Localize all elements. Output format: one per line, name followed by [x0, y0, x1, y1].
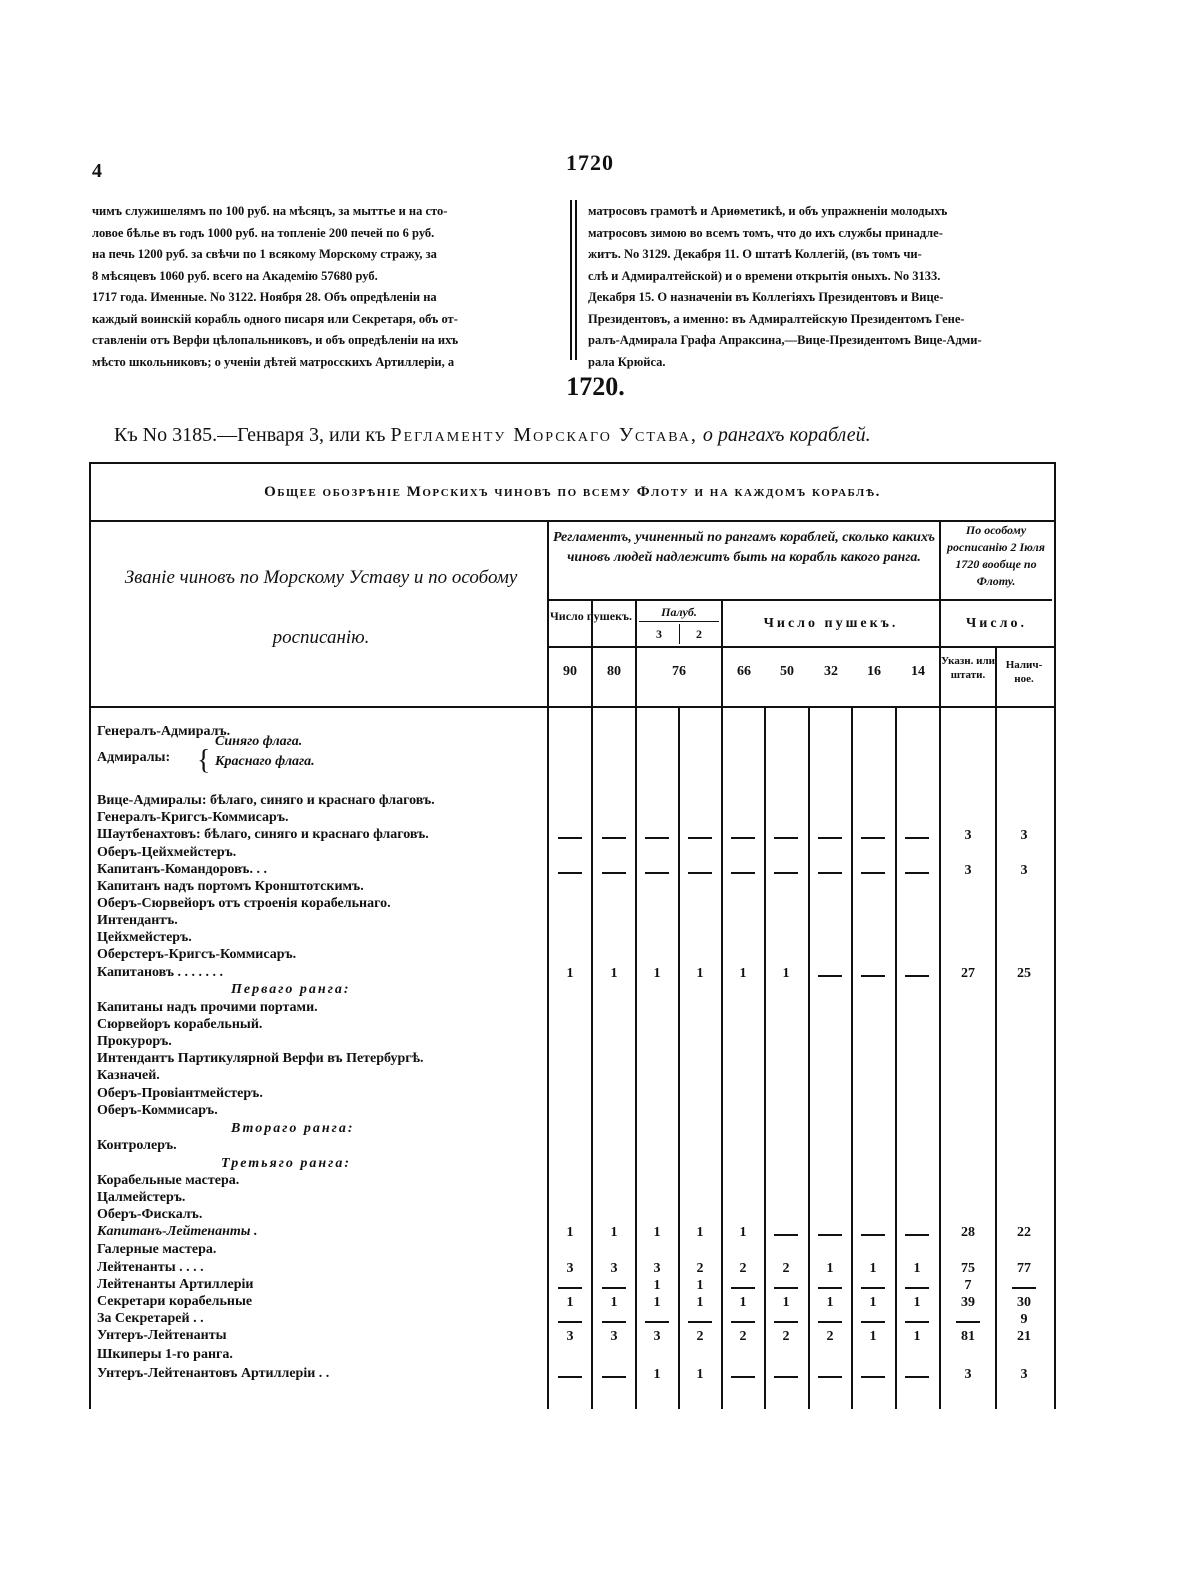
empty-cell-dash [861, 975, 885, 977]
empty-cell-dash [602, 1376, 626, 1378]
table-cell: 1 [610, 966, 618, 981]
brace-icon: { [197, 745, 211, 776]
rank-row-label: Капитанъ-Командоровъ. . . [97, 862, 267, 877]
rule-line [91, 706, 1054, 708]
table-cell: 1 [653, 1278, 661, 1293]
table-cell: 1 [696, 966, 704, 981]
empty-cell-dash [774, 1376, 798, 1378]
left-text-column [92, 201, 562, 373]
text-line: ставленіи отъ Верфи цѣлопальниковъ, и объ опредѣленіи на ихъ [92, 333, 459, 347]
rank-row-label: Корабельные мастера. [97, 1173, 240, 1188]
table-cell: 1 [869, 1261, 877, 1276]
table-cell: 1 [610, 1295, 618, 1310]
table-cell: 1 [696, 1278, 704, 1293]
empty-cell-dash [818, 1321, 842, 1323]
table-cell: 1 [566, 966, 574, 981]
table-cell: 1 [653, 1295, 661, 1310]
empty-cell-dash [905, 1321, 929, 1323]
table-caption [114, 424, 871, 447]
empty-cell-dash [1012, 1287, 1036, 1289]
text-line: каждый воинскій корабль одного писаря или Секретаря, объ от- [92, 311, 458, 326]
table-cell: 1 [696, 1295, 704, 1310]
table-cell: 2 [782, 1261, 790, 1276]
table-cell: 1 [913, 1295, 921, 1310]
empty-cell-dash [688, 1321, 712, 1323]
table-cell: 7 [964, 1278, 972, 1293]
rank-row-label: Оберъ-Фискалъ. [97, 1207, 203, 1222]
empty-cell-dash [602, 1321, 626, 1323]
rule-line [639, 621, 719, 622]
rank-row-label: Генералъ-Адмиралъ. [97, 724, 231, 739]
text-line: на печь 1200 руб. за свѣчи по 1 всякому Морскому стражу, за [92, 247, 437, 261]
table-cell: 3 [964, 828, 972, 843]
table-cell: 25 [1017, 966, 1031, 981]
count-label: Число. [966, 616, 1027, 631]
table-cell: 2 [826, 1329, 834, 1344]
gun-count-header: 14 [911, 664, 925, 679]
empty-cell-dash [645, 1321, 669, 1323]
table-cell: 3 [610, 1261, 618, 1276]
text-line: рала Крюйса. [588, 354, 666, 369]
rank-row-label: Капитанъ-Лейтенанты . [97, 1224, 258, 1239]
table-cell: 22 [1017, 1225, 1031, 1240]
text-line: житъ. No 3129. Декабря 11. О штатѣ Коллегій, (въ томъ чи- [588, 247, 922, 261]
gun-count-header: 90 [563, 664, 577, 679]
special-list-header: По особому росписанію 2 Іюля 1720 вообще по Флоту. [947, 523, 1045, 588]
empty-cell-dash [905, 975, 929, 977]
table-cell: 3 [653, 1261, 661, 1276]
text-line: чимъ служишелямъ по 100 руб. на мѣсяцъ, за мыттье и на сто- [92, 204, 448, 218]
text-line: матросовъ зимою во всемъ томъ, что до ихъ службы принадле- [588, 225, 943, 240]
empty-cell-dash [602, 837, 626, 839]
running-header-year: 1720 [566, 150, 614, 175]
table-cell: 2 [696, 1329, 704, 1344]
rule-line [721, 706, 723, 1409]
table-cell: 2 [739, 1329, 747, 1344]
empty-cell-dash [558, 872, 582, 874]
table-cell: 1 [653, 966, 661, 981]
rule-line [635, 599, 637, 707]
guns-label: Число пушекъ. [549, 609, 633, 623]
table-cell: 1 [782, 966, 790, 981]
table-cell: 30 [1017, 1295, 1031, 1310]
rank-row-label: Оберъ-Коммисаръ. [97, 1103, 218, 1118]
empty-cell-dash [905, 1234, 929, 1236]
table-cell: 1 [566, 1225, 574, 1240]
rule-line [995, 706, 997, 1409]
table-cell: 3 [1020, 863, 1028, 878]
right-text-column [588, 201, 1060, 373]
empty-cell-dash [861, 1287, 885, 1289]
empty-cell-dash [818, 1234, 842, 1236]
table-cell: 28 [961, 1225, 975, 1240]
rank-row-label: Лейтенанты Артиллеріи [97, 1277, 254, 1292]
table-cell: 2 [696, 1261, 704, 1276]
empty-cell-dash [688, 837, 712, 839]
empty-cell-dash [602, 872, 626, 874]
text-line: 8 мѣсяцевъ 1060 руб. всего на Академію 57680 руб. [92, 268, 378, 283]
empty-cell-dash [731, 1376, 755, 1378]
rank-row-label: Сюрвейоръ корабельный. [97, 1017, 263, 1032]
column-divider [570, 200, 572, 360]
empty-cell-dash [731, 1287, 755, 1289]
rule-line [591, 706, 593, 1409]
table-title: Общее обозрѣніе Морскихъ чиновъ по всему Флоту и на каждомъ кораблѣ. [91, 464, 1054, 522]
section-year: 1720. [566, 372, 625, 401]
table-cell: 3 [610, 1329, 618, 1344]
rank-row-label: Унтеръ-Лейтенантовъ Артиллеріи . . [97, 1366, 330, 1381]
empty-cell-dash [774, 1287, 798, 1289]
empty-cell-dash [905, 1376, 929, 1378]
rank-row-label: Секретари корабельные [97, 1294, 253, 1309]
empty-cell-dash [818, 872, 842, 874]
rule-line [808, 706, 810, 1409]
empty-cell-dash [818, 1376, 842, 1378]
table-cell: 2 [739, 1261, 747, 1276]
table-cell: 39 [961, 1295, 975, 1310]
guns-label-2: Число пушекъ. [763, 616, 899, 631]
text-line: Декабря 15. О назначеніи въ Коллегіяхъ Президентовъ и Вице- [588, 290, 944, 304]
text-line: ралъ-Адмирала Графа Апраксина,—Вице-Президентомъ Вице-Адми- [588, 333, 982, 347]
rank-row-label: Оберъ-Сюрвейоръ отъ строенія корабельнаго. [97, 896, 391, 911]
table-cell: 1 [869, 1329, 877, 1344]
table-cell: 1 [610, 1225, 618, 1240]
ranks-table [89, 462, 1056, 1409]
gun-count-header: 32 [824, 664, 838, 679]
rule-line [547, 599, 939, 601]
rank-row-label: Синяго флага. [215, 734, 303, 749]
table-cell: 1 [653, 1225, 661, 1240]
gun-count-header: 76 [672, 664, 686, 679]
empty-cell-dash [602, 1287, 626, 1289]
table-cell: 3 [1020, 828, 1028, 843]
empty-cell-dash [861, 1321, 885, 1323]
text-line: матросовъ грамотѣ и Ариѳметикѣ, и объ упражненіи молодыхъ [588, 204, 948, 218]
rank-row-label: Галерные мастера. [97, 1242, 217, 1257]
rank-row-label: Капитановъ . . . . . . . [97, 965, 224, 980]
rank-row-label: Цейхмейстеръ. [97, 930, 192, 945]
empty-cell-dash [645, 837, 669, 839]
gun-count-header: 50 [780, 664, 794, 679]
table-cell: 3 [566, 1329, 574, 1344]
empty-cell-dash [558, 1321, 582, 1323]
count-header-statutory: Указн. или штати. [941, 655, 995, 681]
deck-value: 2 [696, 627, 702, 641]
text-line: 1717 года. Именные. No 3122. Ноября 28. Объ опредѣленіи на [92, 290, 437, 304]
gun-count-header: 16 [867, 664, 881, 679]
table-cell: 77 [1017, 1261, 1031, 1276]
empty-cell-dash [905, 872, 929, 874]
table-cell: 1 [739, 966, 747, 981]
rank-row-label: Интендантъ. [97, 913, 178, 928]
empty-cell-dash [905, 1287, 929, 1289]
rule-line [547, 520, 549, 1409]
empty-cell-dash [861, 1376, 885, 1378]
rule-line [547, 646, 1054, 648]
empty-cell-dash [558, 1376, 582, 1378]
table-cell: 3 [566, 1261, 574, 1276]
rank-row-label: Шаутбенахтовъ: бѣлаго, синяго и краснаго флаговъ. [97, 827, 429, 842]
rule-line [678, 706, 680, 1409]
rank-row-label: Оберстеръ-Кригсъ-Коммисаръ. [97, 947, 297, 962]
rank-row-label: Унтеръ-Лейтенанты [97, 1328, 227, 1343]
rank-row-label: Прокуроръ. [97, 1034, 172, 1049]
rule-line [939, 599, 1052, 601]
rank-row-label: Капитаны надъ прочими портами. [97, 1000, 318, 1015]
table-cell: 1 [566, 1295, 574, 1310]
rule-line [851, 706, 853, 1409]
rule-line [635, 706, 637, 1409]
table-cell: 1 [913, 1329, 921, 1344]
rank-row-label: Вице-Адмиралы: бѣлаго, синяго и краснаго флаговъ. [97, 793, 435, 808]
rank-row-label: Лейтенанты . . . . [97, 1260, 204, 1275]
count-header-actual: Налич-ное. [1005, 659, 1043, 685]
rank-subheading: Перваго ранга: [231, 982, 351, 997]
empty-cell-dash [688, 872, 712, 874]
empty-cell-dash [645, 872, 669, 874]
empty-cell-dash [956, 1321, 980, 1323]
rank-row-label: Цалмейстеръ. [97, 1190, 186, 1205]
rank-row-label: Контролеръ. [97, 1138, 177, 1153]
table-cell: 27 [961, 966, 975, 981]
rank-subheading: Третьяго ранга: [221, 1156, 352, 1171]
table-cell: 1 [739, 1295, 747, 1310]
rank-row-label: Капитанъ надъ портомъ Кронштотскимъ. [97, 879, 364, 894]
deck-value: 3 [656, 627, 662, 641]
empty-cell-dash [774, 872, 798, 874]
empty-cell-dash [861, 1234, 885, 1236]
table-cell: 1 [826, 1295, 834, 1310]
gun-count-header: 66 [737, 664, 751, 679]
caption-prefix: Къ No 3185.—Генваря 3, или къ [114, 424, 391, 446]
table-cell: 1 [782, 1295, 790, 1310]
text-line: мѣсто школьниковъ; о ученіи дѣтей матросскихъ Артиллеріи, а [92, 354, 455, 369]
rank-row-label: Казначей. [97, 1068, 160, 1083]
empty-cell-dash [558, 1287, 582, 1289]
column-divider [575, 200, 577, 360]
table-cell: 9 [1020, 1312, 1028, 1327]
table-cell: 3 [653, 1329, 661, 1344]
table-cell: 3 [964, 1367, 972, 1382]
empty-cell-dash [818, 837, 842, 839]
empty-cell-dash [731, 872, 755, 874]
rank-row-label: Оберъ-Цейхмейстеръ. [97, 845, 237, 860]
empty-cell-dash [731, 837, 755, 839]
rule-line [764, 706, 766, 1409]
rank-row-label: Интендантъ Партикулярной Верфи въ Петербургѣ. [97, 1051, 424, 1066]
rank-subheading: Втораго ранга: [231, 1121, 355, 1136]
table-cell: 1 [696, 1225, 704, 1240]
caption-title: Регламенту Морскаго Устава, [390, 424, 698, 446]
rank-row-label: Оберъ-Провіантмейстеръ. [97, 1086, 263, 1101]
table-cell: 1 [653, 1367, 661, 1382]
page-number: 4 [92, 160, 102, 182]
table-cell: 75 [961, 1261, 975, 1276]
rank-row-label: Адмиралы: [97, 750, 171, 765]
rank-row-label: За Секретарей . . [97, 1311, 204, 1326]
caption-suffix: о рангахъ кораблей. [697, 424, 871, 446]
table-cell: 1 [913, 1261, 921, 1276]
table-cell: 3 [1020, 1367, 1028, 1382]
text-line: ловое бѣлье въ годъ 1000 руб. на топленіе 200 печей по 6 руб. [92, 225, 435, 240]
gun-count-header: 80 [607, 664, 621, 679]
table-cell: 1 [869, 1295, 877, 1310]
text-line: слѣ и Адмиралтейской) и о времени открытія оныхъ. No 3133. [588, 268, 941, 283]
rank-row-label: Краснаго флага. [215, 754, 315, 769]
empty-cell-dash [558, 837, 582, 839]
empty-cell-dash [774, 837, 798, 839]
empty-cell-dash [861, 872, 885, 874]
empty-cell-dash [774, 1321, 798, 1323]
text-line: Президентовъ, а именно: въ Адмиралтейскую Президентомъ Гене- [588, 311, 965, 326]
empty-cell-dash [818, 1287, 842, 1289]
table-cell: 1 [739, 1225, 747, 1240]
reglament-header: Регламентъ, учиненный по рангамъ кораблей, сколько какихъ чиновъ людей надлежитъ быть на корабль какого ранга. [553, 530, 935, 565]
rank-row-label: Генералъ-Кригсъ-Коммисаръ. [97, 810, 289, 825]
table-cell: 21 [1017, 1329, 1031, 1344]
rank-row-label: Шкиперы 1-го ранга. [97, 1347, 233, 1362]
table-cell: 2 [782, 1329, 790, 1344]
decks-label: Палуб. [661, 605, 697, 619]
empty-cell-dash [905, 837, 929, 839]
table-cell: 1 [696, 1367, 704, 1382]
table-cell: 81 [961, 1329, 975, 1344]
table-cell: 3 [964, 863, 972, 878]
empty-cell-dash [774, 1234, 798, 1236]
empty-cell-dash [861, 837, 885, 839]
table-cell: 1 [826, 1261, 834, 1276]
rank-title-header: Званіе чиновъ по Морскому Уставу и по особому росписанію. [124, 567, 518, 648]
rule-line [895, 706, 897, 1409]
empty-cell-dash [731, 1321, 755, 1323]
empty-cell-dash [818, 975, 842, 977]
